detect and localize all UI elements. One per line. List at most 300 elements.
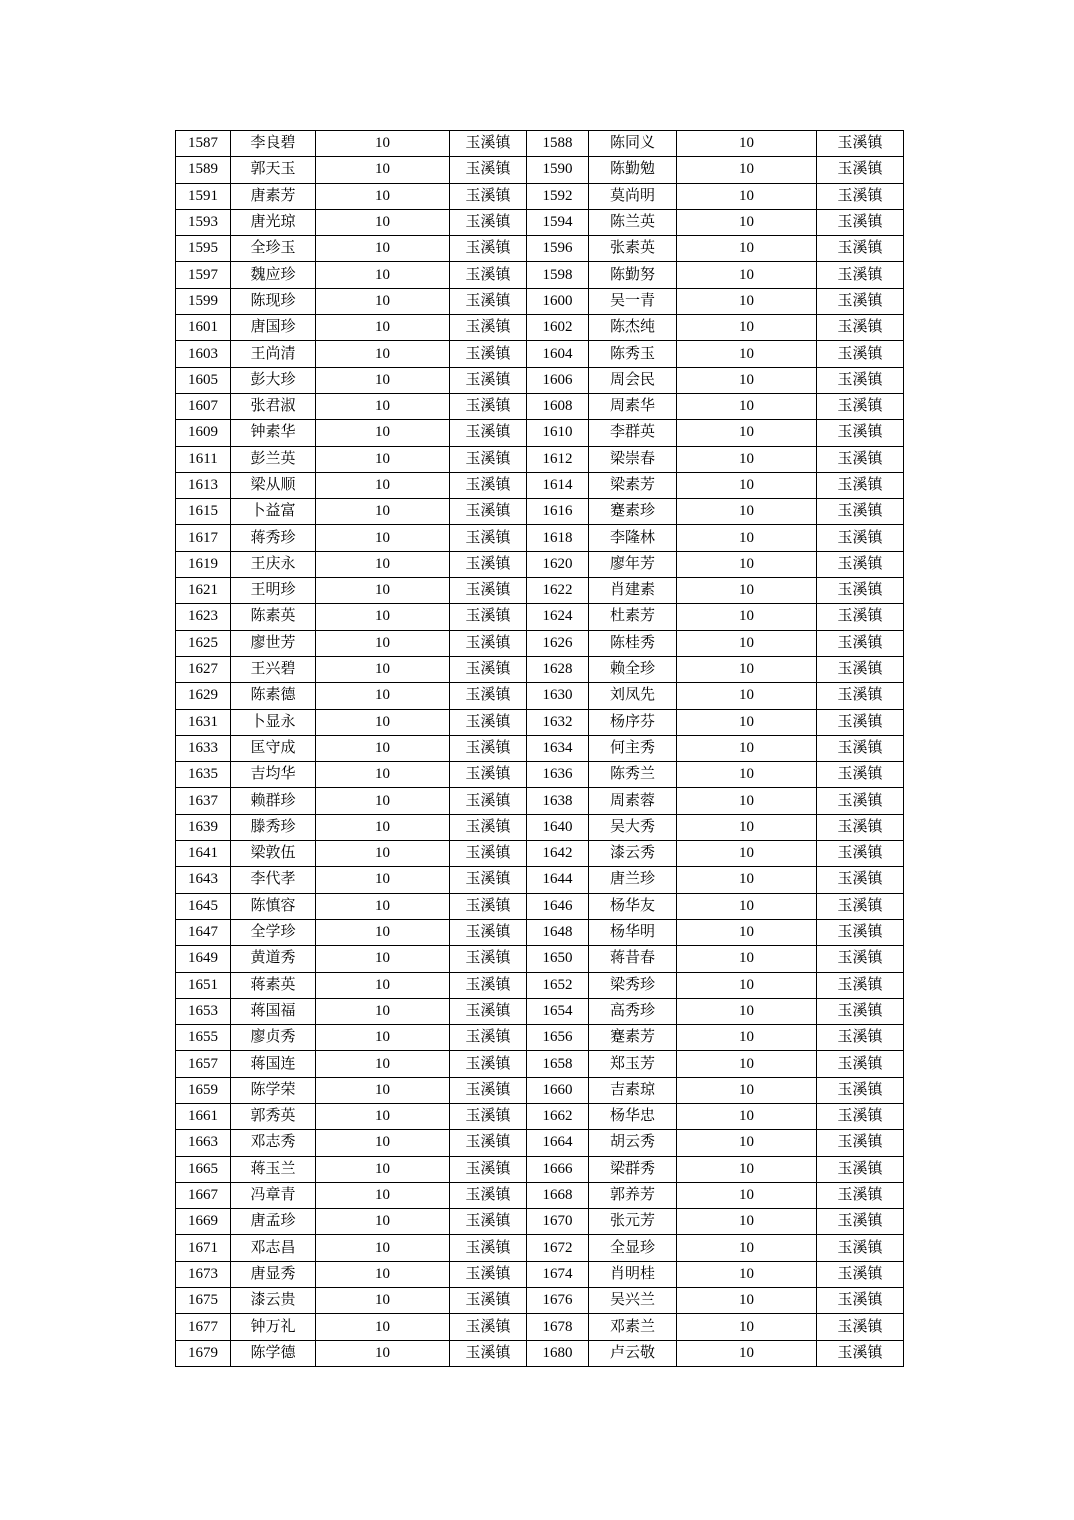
serial-number-cell: 1606 <box>527 367 589 393</box>
table-row <box>176 1025 904 1051</box>
table-row <box>176 867 904 893</box>
amount-cell: 10 <box>677 236 817 262</box>
serial-number-cell: 1647 <box>176 919 231 945</box>
name-cell: 周素华 <box>589 393 677 419</box>
serial-number-cell: 1666 <box>527 1156 589 1182</box>
serial-number-cell: 1629 <box>176 683 231 709</box>
table-row <box>176 1103 904 1129</box>
name-cell: 钟素华 <box>231 420 316 446</box>
amount-cell: 10 <box>316 288 450 314</box>
amount-cell: 10 <box>677 551 817 577</box>
town-cell: 玉溪镇 <box>450 1103 527 1129</box>
name-cell: 邓志秀 <box>231 1130 316 1156</box>
town-cell: 玉溪镇 <box>450 893 527 919</box>
name-cell: 陈勤勉 <box>589 157 677 183</box>
town-cell: 玉溪镇 <box>817 525 904 551</box>
name-cell: 梁群秀 <box>589 1156 677 1182</box>
town-cell: 玉溪镇 <box>450 735 527 761</box>
serial-number-cell: 1630 <box>527 683 589 709</box>
name-cell: 李代孝 <box>231 867 316 893</box>
name-cell: 吴兴兰 <box>589 1288 677 1314</box>
serial-number-cell: 1599 <box>176 288 231 314</box>
town-cell: 玉溪镇 <box>450 788 527 814</box>
table-row <box>176 946 904 972</box>
serial-number-cell: 1635 <box>176 762 231 788</box>
serial-number-cell: 1600 <box>527 288 589 314</box>
name-cell: 滕秀珍 <box>231 814 316 840</box>
serial-number-cell: 1671 <box>176 1235 231 1261</box>
name-cell: 陈学荣 <box>231 1077 316 1103</box>
table-row <box>176 1182 904 1208</box>
table-row <box>176 420 904 446</box>
amount-cell: 10 <box>316 1209 450 1235</box>
name-cell: 陈同义 <box>589 131 677 157</box>
amount-cell: 10 <box>316 1314 450 1340</box>
name-cell: 廖贞秀 <box>231 1025 316 1051</box>
amount-cell: 10 <box>677 762 817 788</box>
amount-cell: 10 <box>677 841 817 867</box>
town-cell: 玉溪镇 <box>817 814 904 840</box>
amount-cell: 10 <box>677 709 817 735</box>
serial-number-cell: 1615 <box>176 499 231 525</box>
amount-cell: 10 <box>316 683 450 709</box>
name-cell: 陈秀兰 <box>589 762 677 788</box>
amount-cell: 10 <box>316 551 450 577</box>
name-cell: 郑玉芳 <box>589 1051 677 1077</box>
roster-table-body <box>176 131 904 1367</box>
amount-cell: 10 <box>316 1261 450 1287</box>
town-cell: 玉溪镇 <box>817 262 904 288</box>
serial-number-cell: 1592 <box>527 183 589 209</box>
name-cell: 肖明桂 <box>589 1261 677 1287</box>
amount-cell: 10 <box>316 1235 450 1261</box>
name-cell: 陈杰纯 <box>589 315 677 341</box>
serial-number-cell: 1612 <box>527 446 589 472</box>
serial-number-cell: 1637 <box>176 788 231 814</box>
name-cell: 唐显秀 <box>231 1261 316 1287</box>
serial-number-cell: 1594 <box>527 209 589 235</box>
table-row <box>176 1156 904 1182</box>
serial-number-cell: 1596 <box>527 236 589 262</box>
serial-number-cell: 1607 <box>176 393 231 419</box>
name-cell: 张素英 <box>589 236 677 262</box>
town-cell: 玉溪镇 <box>817 236 904 262</box>
town-cell: 玉溪镇 <box>450 1209 527 1235</box>
name-cell: 刘凤先 <box>589 683 677 709</box>
amount-cell: 10 <box>316 867 450 893</box>
name-cell: 王明珍 <box>231 578 316 604</box>
name-cell: 蒋素英 <box>231 972 316 998</box>
name-cell: 李群英 <box>589 420 677 446</box>
town-cell: 玉溪镇 <box>817 183 904 209</box>
town-cell: 玉溪镇 <box>817 1051 904 1077</box>
town-cell: 玉溪镇 <box>817 1235 904 1261</box>
town-cell: 玉溪镇 <box>817 1261 904 1287</box>
amount-cell: 10 <box>677 1130 817 1156</box>
name-cell: 杨序芬 <box>589 709 677 735</box>
name-cell: 吉均华 <box>231 762 316 788</box>
serial-number-cell: 1610 <box>527 420 589 446</box>
town-cell: 玉溪镇 <box>817 1103 904 1129</box>
serial-number-cell: 1627 <box>176 656 231 682</box>
serial-number-cell: 1661 <box>176 1103 231 1129</box>
town-cell: 玉溪镇 <box>450 683 527 709</box>
name-cell: 蹇素芳 <box>589 1025 677 1051</box>
amount-cell: 10 <box>316 1025 450 1051</box>
amount-cell: 10 <box>677 1288 817 1314</box>
name-cell: 蒋国福 <box>231 998 316 1024</box>
name-cell: 蒋昔春 <box>589 946 677 972</box>
amount-cell: 10 <box>316 315 450 341</box>
table-row <box>176 656 904 682</box>
serial-number-cell: 1593 <box>176 209 231 235</box>
amount-cell: 10 <box>677 1314 817 1340</box>
amount-cell: 10 <box>316 446 450 472</box>
amount-cell: 10 <box>316 420 450 446</box>
table-row <box>176 841 904 867</box>
serial-number-cell: 1656 <box>527 1025 589 1051</box>
name-cell: 高秀珍 <box>589 998 677 1024</box>
town-cell: 玉溪镇 <box>450 946 527 972</box>
table-row <box>176 209 904 235</box>
town-cell: 玉溪镇 <box>450 972 527 998</box>
amount-cell: 10 <box>316 998 450 1024</box>
amount-cell: 10 <box>677 972 817 998</box>
table-row <box>176 446 904 472</box>
serial-number-cell: 1603 <box>176 341 231 367</box>
amount-cell: 10 <box>316 893 450 919</box>
serial-number-cell: 1591 <box>176 183 231 209</box>
table-row <box>176 236 904 262</box>
table-row <box>176 893 904 919</box>
amount-cell: 10 <box>316 262 450 288</box>
table-row <box>176 262 904 288</box>
serial-number-cell: 1613 <box>176 472 231 498</box>
serial-number-cell: 1621 <box>176 578 231 604</box>
serial-number-cell: 1676 <box>527 1288 589 1314</box>
amount-cell: 10 <box>677 788 817 814</box>
name-cell: 杨华明 <box>589 919 677 945</box>
amount-cell: 10 <box>316 131 450 157</box>
name-cell: 赖全珍 <box>589 656 677 682</box>
serial-number-cell: 1650 <box>527 946 589 972</box>
serial-number-cell: 1623 <box>176 604 231 630</box>
amount-cell: 10 <box>316 1288 450 1314</box>
name-cell: 赖群珍 <box>231 788 316 814</box>
name-cell: 杨华友 <box>589 893 677 919</box>
amount-cell: 10 <box>316 1182 450 1208</box>
name-cell: 陈桂秀 <box>589 630 677 656</box>
name-cell: 张君淑 <box>231 393 316 419</box>
name-cell: 钟万礼 <box>231 1314 316 1340</box>
town-cell: 玉溪镇 <box>817 446 904 472</box>
amount-cell: 10 <box>677 1051 817 1077</box>
town-cell: 玉溪镇 <box>817 1025 904 1051</box>
amount-cell: 10 <box>316 630 450 656</box>
name-cell: 廖年芳 <box>589 551 677 577</box>
town-cell: 玉溪镇 <box>450 762 527 788</box>
table-row <box>176 762 904 788</box>
amount-cell: 10 <box>677 315 817 341</box>
town-cell: 玉溪镇 <box>817 578 904 604</box>
town-cell: 玉溪镇 <box>817 788 904 814</box>
table-row <box>176 393 904 419</box>
amount-cell: 10 <box>316 525 450 551</box>
table-row <box>176 525 904 551</box>
table-row <box>176 183 904 209</box>
serial-number-cell: 1641 <box>176 841 231 867</box>
table-row <box>176 709 904 735</box>
serial-number-cell: 1638 <box>527 788 589 814</box>
amount-cell: 10 <box>677 157 817 183</box>
town-cell: 玉溪镇 <box>817 919 904 945</box>
town-cell: 玉溪镇 <box>817 551 904 577</box>
roster-table <box>175 130 904 1367</box>
name-cell: 何主秀 <box>589 735 677 761</box>
name-cell: 蒋国连 <box>231 1051 316 1077</box>
amount-cell: 10 <box>677 525 817 551</box>
name-cell: 卜益富 <box>231 499 316 525</box>
amount-cell: 10 <box>677 578 817 604</box>
town-cell: 玉溪镇 <box>817 1077 904 1103</box>
name-cell: 梁崇春 <box>589 446 677 472</box>
town-cell: 玉溪镇 <box>817 604 904 630</box>
serial-number-cell: 1672 <box>527 1235 589 1261</box>
serial-number-cell: 1670 <box>527 1209 589 1235</box>
table-row <box>176 788 904 814</box>
serial-number-cell: 1669 <box>176 1209 231 1235</box>
town-cell: 玉溪镇 <box>817 972 904 998</box>
serial-number-cell: 1643 <box>176 867 231 893</box>
town-cell: 玉溪镇 <box>450 656 527 682</box>
town-cell: 玉溪镇 <box>817 420 904 446</box>
amount-cell: 10 <box>316 367 450 393</box>
name-cell: 肖建素 <box>589 578 677 604</box>
serial-number-cell: 1611 <box>176 446 231 472</box>
amount-cell: 10 <box>316 919 450 945</box>
name-cell: 梁素芳 <box>589 472 677 498</box>
amount-cell: 10 <box>316 604 450 630</box>
town-cell: 玉溪镇 <box>817 735 904 761</box>
town-cell: 玉溪镇 <box>450 1288 527 1314</box>
town-cell: 玉溪镇 <box>450 1156 527 1182</box>
town-cell: 玉溪镇 <box>450 1182 527 1208</box>
serial-number-cell: 1622 <box>527 578 589 604</box>
table-row <box>176 1314 904 1340</box>
serial-number-cell: 1597 <box>176 262 231 288</box>
table-row <box>176 1209 904 1235</box>
town-cell: 玉溪镇 <box>450 1314 527 1340</box>
serial-number-cell: 1620 <box>527 551 589 577</box>
serial-number-cell: 1598 <box>527 262 589 288</box>
name-cell: 陈素德 <box>231 683 316 709</box>
town-cell: 玉溪镇 <box>817 841 904 867</box>
amount-cell: 10 <box>316 472 450 498</box>
name-cell: 唐孟珍 <box>231 1209 316 1235</box>
town-cell: 玉溪镇 <box>450 1235 527 1261</box>
town-cell: 玉溪镇 <box>817 1314 904 1340</box>
amount-cell: 10 <box>677 867 817 893</box>
town-cell: 玉溪镇 <box>450 209 527 235</box>
amount-cell: 10 <box>677 630 817 656</box>
town-cell: 玉溪镇 <box>817 367 904 393</box>
serial-number-cell: 1659 <box>176 1077 231 1103</box>
name-cell: 彭兰英 <box>231 446 316 472</box>
serial-number-cell: 1636 <box>527 762 589 788</box>
amount-cell: 10 <box>316 841 450 867</box>
amount-cell: 10 <box>677 1182 817 1208</box>
serial-number-cell: 1649 <box>176 946 231 972</box>
amount-cell: 10 <box>316 157 450 183</box>
town-cell: 玉溪镇 <box>817 946 904 972</box>
table-row <box>176 1077 904 1103</box>
amount-cell: 10 <box>316 236 450 262</box>
name-cell: 吴大秀 <box>589 814 677 840</box>
amount-cell: 10 <box>316 814 450 840</box>
serial-number-cell: 1657 <box>176 1051 231 1077</box>
serial-number-cell: 1660 <box>527 1077 589 1103</box>
table-row <box>176 1130 904 1156</box>
name-cell: 王庆永 <box>231 551 316 577</box>
town-cell: 玉溪镇 <box>450 998 527 1024</box>
serial-number-cell: 1616 <box>527 499 589 525</box>
amount-cell: 10 <box>677 367 817 393</box>
amount-cell: 10 <box>677 288 817 314</box>
amount-cell: 10 <box>677 1340 817 1366</box>
amount-cell: 10 <box>677 393 817 419</box>
serial-number-cell: 1677 <box>176 1314 231 1340</box>
amount-cell: 10 <box>677 1077 817 1103</box>
town-cell: 玉溪镇 <box>817 762 904 788</box>
table-row <box>176 551 904 577</box>
name-cell: 郭秀英 <box>231 1103 316 1129</box>
name-cell: 周会民 <box>589 367 677 393</box>
town-cell: 玉溪镇 <box>450 551 527 577</box>
name-cell: 张元芳 <box>589 1209 677 1235</box>
serial-number-cell: 1646 <box>527 893 589 919</box>
amount-cell: 10 <box>677 735 817 761</box>
amount-cell: 10 <box>677 341 817 367</box>
serial-number-cell: 1675 <box>176 1288 231 1314</box>
name-cell: 唐素芳 <box>231 183 316 209</box>
name-cell: 蒋玉兰 <box>231 1156 316 1182</box>
serial-number-cell: 1587 <box>176 131 231 157</box>
serial-number-cell: 1633 <box>176 735 231 761</box>
name-cell: 王兴碧 <box>231 656 316 682</box>
name-cell: 胡云秀 <box>589 1130 677 1156</box>
serial-number-cell: 1642 <box>527 841 589 867</box>
town-cell: 玉溪镇 <box>817 1209 904 1235</box>
amount-cell: 10 <box>316 1051 450 1077</box>
amount-cell: 10 <box>316 209 450 235</box>
name-cell: 邓素兰 <box>589 1314 677 1340</box>
amount-cell: 10 <box>316 788 450 814</box>
name-cell: 蹇素珍 <box>589 499 677 525</box>
amount-cell: 10 <box>677 183 817 209</box>
town-cell: 玉溪镇 <box>817 656 904 682</box>
amount-cell: 10 <box>316 709 450 735</box>
amount-cell: 10 <box>677 499 817 525</box>
name-cell: 陈秀玉 <box>589 341 677 367</box>
table-row <box>176 604 904 630</box>
town-cell: 玉溪镇 <box>817 998 904 1024</box>
amount-cell: 10 <box>316 762 450 788</box>
town-cell: 玉溪镇 <box>450 1130 527 1156</box>
serial-number-cell: 1664 <box>527 1130 589 1156</box>
amount-cell: 10 <box>677 1235 817 1261</box>
serial-number-cell: 1645 <box>176 893 231 919</box>
serial-number-cell: 1648 <box>527 919 589 945</box>
town-cell: 玉溪镇 <box>450 262 527 288</box>
town-cell: 玉溪镇 <box>817 131 904 157</box>
name-cell: 卢云敬 <box>589 1340 677 1366</box>
town-cell: 玉溪镇 <box>817 867 904 893</box>
amount-cell: 10 <box>677 893 817 919</box>
table-row <box>176 735 904 761</box>
name-cell: 陈素英 <box>231 604 316 630</box>
amount-cell: 10 <box>677 814 817 840</box>
amount-cell: 10 <box>316 1077 450 1103</box>
name-cell: 全显珍 <box>589 1235 677 1261</box>
serial-number-cell: 1614 <box>527 472 589 498</box>
name-cell: 黄道秀 <box>231 946 316 972</box>
amount-cell: 10 <box>677 1209 817 1235</box>
table-row <box>176 972 904 998</box>
town-cell: 玉溪镇 <box>450 867 527 893</box>
name-cell: 匡守成 <box>231 735 316 761</box>
amount-cell: 10 <box>316 578 450 604</box>
town-cell: 玉溪镇 <box>450 525 527 551</box>
town-cell: 玉溪镇 <box>817 630 904 656</box>
town-cell: 玉溪镇 <box>817 393 904 419</box>
town-cell: 玉溪镇 <box>817 683 904 709</box>
amount-cell: 10 <box>677 262 817 288</box>
town-cell: 玉溪镇 <box>817 1130 904 1156</box>
amount-cell: 10 <box>677 683 817 709</box>
amount-cell: 10 <box>316 1340 450 1366</box>
name-cell: 梁敦伍 <box>231 841 316 867</box>
serial-number-cell: 1626 <box>527 630 589 656</box>
amount-cell: 10 <box>316 1156 450 1182</box>
name-cell: 李隆林 <box>589 525 677 551</box>
name-cell: 蒋秀珍 <box>231 525 316 551</box>
town-cell: 玉溪镇 <box>450 814 527 840</box>
town-cell: 玉溪镇 <box>450 157 527 183</box>
table-row <box>176 472 904 498</box>
name-cell: 梁秀珍 <box>589 972 677 998</box>
name-cell: 周素蓉 <box>589 788 677 814</box>
table-row <box>176 1288 904 1314</box>
serial-number-cell: 1601 <box>176 315 231 341</box>
table-row <box>176 157 904 183</box>
serial-number-cell: 1628 <box>527 656 589 682</box>
serial-number-cell: 1608 <box>527 393 589 419</box>
serial-number-cell: 1662 <box>527 1103 589 1129</box>
table-row <box>176 1261 904 1287</box>
name-cell: 冯章青 <box>231 1182 316 1208</box>
name-cell: 唐国珍 <box>231 315 316 341</box>
table-row <box>176 1340 904 1366</box>
serial-number-cell: 1652 <box>527 972 589 998</box>
town-cell: 玉溪镇 <box>817 1156 904 1182</box>
name-cell: 陈兰英 <box>589 209 677 235</box>
town-cell: 玉溪镇 <box>817 1340 904 1366</box>
serial-number-cell: 1654 <box>527 998 589 1024</box>
town-cell: 玉溪镇 <box>450 367 527 393</box>
serial-number-cell: 1640 <box>527 814 589 840</box>
table-row <box>176 315 904 341</box>
name-cell: 郭养芳 <box>589 1182 677 1208</box>
